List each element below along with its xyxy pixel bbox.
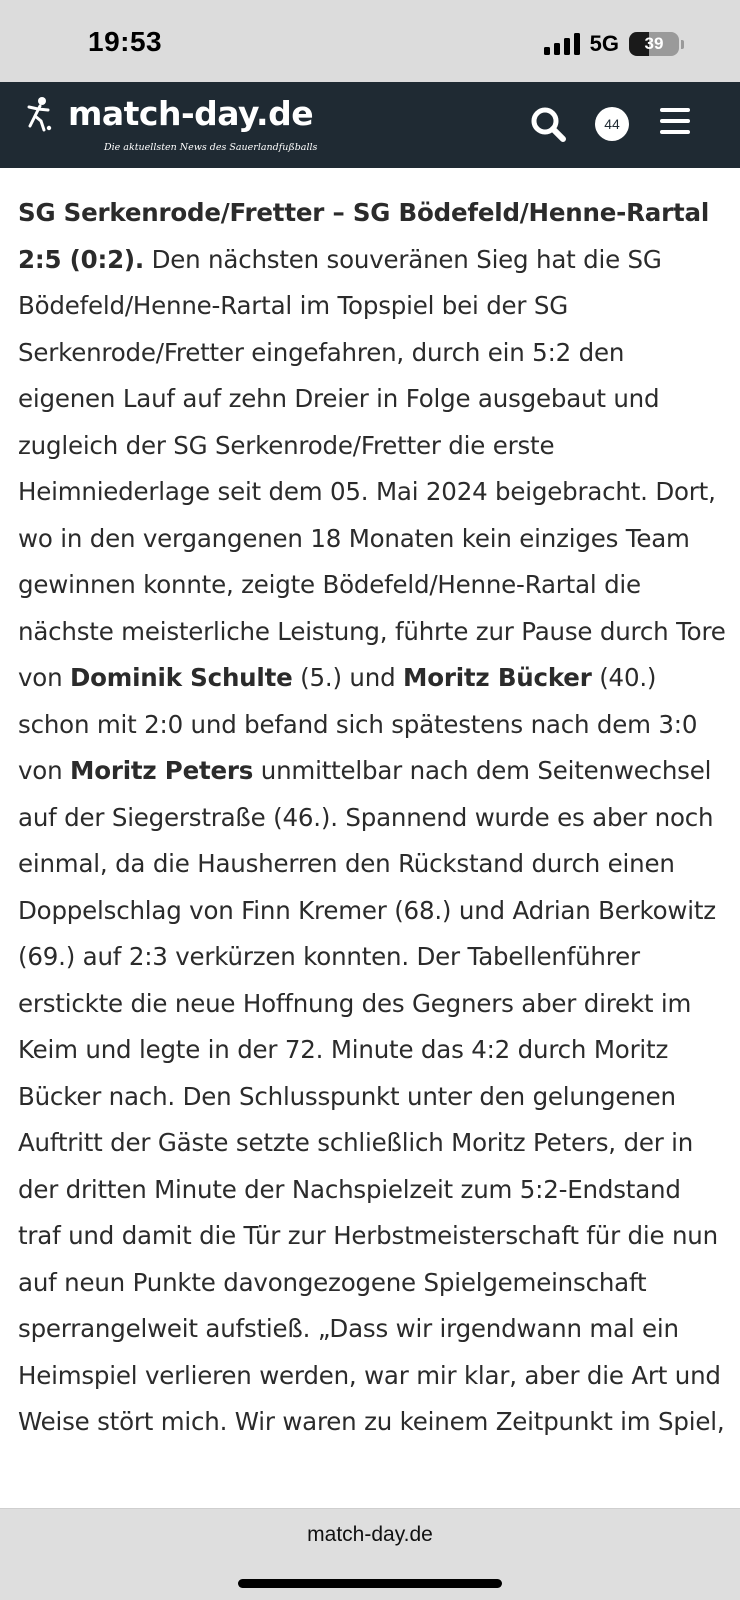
site-header (0, 82, 740, 168)
cellular-signal-icon (544, 33, 580, 55)
match-heading: SG Serkenrode/Fretter – SG Bödefeld/Henne-Rartal 2:5 (0:2). (18, 198, 710, 274)
battery-level: 39 (644, 34, 664, 53)
article-text: (5.) und (292, 663, 404, 692)
menu-line (660, 119, 690, 123)
article-paragraph (18, 190, 726, 1446)
status-indicators (544, 28, 684, 60)
home-indicator[interactable] (238, 1579, 502, 1588)
status-time: 19:53 (88, 26, 163, 57)
battery-tip (681, 40, 684, 49)
article-text: unmittelbar nach dem Seitenwechsel auf der Siegerstraße (46.). Spannend wurde es aber noch einmal, da die Hausherren den Rückstand durch einen Doppelschlag von Finn Kremer (68.) und Adrian Berkowitz (69.) auf 2:3 verkürzen konnten. Der Tabellenführer erstickte die neue Hoffnung des Gegners aber direkt im Keim und legte in der 72. Minute das 4:2 durch Moritz Bücker nach. Den Schlusspunkt unter den gelungenen Auftritt der Gäste setzte schließlich Moritz Peters, der in der dritten Minute der Nachspielzeit zum 5:2-Endstand traf und damit die Tür zur Herbstmeisterschaft für die nun auf neun Punkte davongezogene Spielgemeinschaft sperrangelweit aufstieß. „Dass wir irgendwann mal ein Heimspiel verlieren werden, war mir klar, aber die Art und Weise stört mich. Wir waren zu keinem Zeitpunkt im Spiel, (18, 756, 725, 1436)
player-kicking-icon[interactable] (24, 96, 54, 132)
site-logo[interactable]: match-day.de (68, 94, 314, 133)
battery-icon (629, 32, 679, 56)
menu-line (660, 130, 690, 134)
browser-bottom-bar (0, 1508, 740, 1600)
hamburger-menu-icon[interactable] (660, 108, 690, 138)
site-tagline: Die aktuellsten News des Sauerlandfußballs (104, 142, 318, 153)
menu-line (660, 108, 690, 112)
article-text: (40.) schon mit 2:0 und befand sich spätestens nach dem 3:0 von (18, 663, 698, 785)
article-body (18, 190, 726, 1508)
comment-count-badge[interactable]: 44 (595, 107, 629, 141)
article-text: Den nächsten souveränen Sieg hat die SG Bödefeld/Henne-Rartal im Topspiel bei der SG Serkenrode/Fretter eingefahren, durch ein 5:2 den eigenen Lauf auf zehn Dreier in Folge ausgebaut und zugleich der SG Serkenrode/Fretter die erste Heimniederlage seit dem 05. Mai 2024 beigebracht. Dort, wo in den vergangenen 18 Monaten kein einziges Team gewinnen konnte, zeigte Bödefeld/Henne-Rartal die nächste meisterliche Leistung, führte zur Pause durch Tore von (18, 244, 726, 692)
player-name: Dominik Schulte (70, 663, 293, 692)
search-icon[interactable] (528, 104, 568, 144)
player-name: Moritz Peters (70, 756, 254, 785)
player-name: Moritz Bücker (403, 663, 592, 692)
address-bar[interactable]: match-day.de (307, 1523, 433, 1546)
status-bar (0, 0, 740, 82)
network-type: 5G (589, 31, 619, 56)
